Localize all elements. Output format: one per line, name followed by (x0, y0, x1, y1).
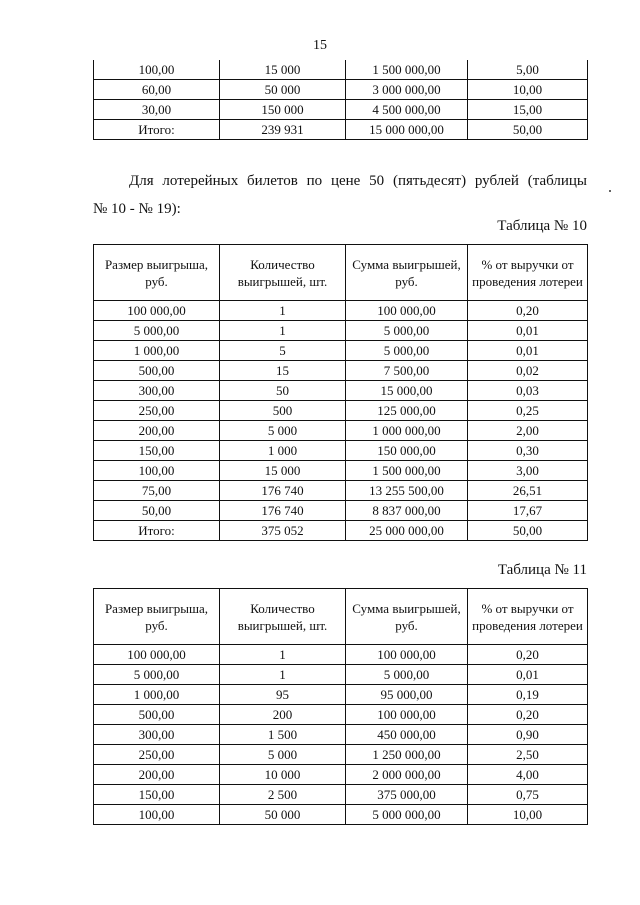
table-row (94, 521, 588, 541)
header-revenue-percent: % от выручки от проведения лотереи (468, 589, 588, 645)
cell-prize-size: 100 000,00 (94, 301, 220, 321)
cell-prize-size: Итого: (94, 521, 220, 541)
page-number: 15 (313, 38, 327, 53)
cell-revenue-percent: 0,19 (468, 685, 588, 705)
table-row (94, 80, 588, 100)
cell-prize-size: 50,00 (94, 501, 220, 521)
table-row (94, 341, 588, 361)
cell-prize-count: 1 (220, 665, 346, 685)
table-row (94, 645, 588, 665)
cell-revenue-percent: 0,02 (468, 361, 588, 381)
cell-prize-sum: 1 000 000,00 (346, 421, 468, 441)
prize-table-continued (93, 60, 588, 140)
cell-prize-count: 2 500 (220, 785, 346, 805)
cell-revenue-percent: 0,20 (468, 705, 588, 725)
prize-table-10 (93, 244, 588, 541)
cell-revenue-percent: 0,01 (468, 665, 588, 685)
cell-prize-count: 176 740 (220, 501, 346, 521)
cell-prize-sum: 5 000,00 (346, 321, 468, 341)
cell-prize-count: 95 (220, 685, 346, 705)
table-row (94, 361, 588, 381)
cell-prize-count: 239 931 (220, 120, 346, 140)
table-row (94, 481, 588, 501)
header-revenue-percent: % от выручки от проведения лотереи (468, 245, 588, 301)
table-header-row (94, 589, 588, 645)
cell-prize-size: 60,00 (94, 80, 220, 100)
table-11-caption: Таблица № 11 (497, 562, 587, 578)
table-row (94, 461, 588, 481)
cell-prize-size: 500,00 (94, 361, 220, 381)
cell-revenue-percent: 0,30 (468, 441, 588, 461)
table-10-caption: Таблица № 10 (497, 218, 587, 234)
scan-speck (609, 190, 611, 192)
cell-prize-sum: 7 500,00 (346, 361, 468, 381)
table-row (94, 765, 588, 785)
cell-prize-size: 100,00 (94, 60, 220, 80)
cell-prize-sum: 4 500 000,00 (346, 100, 468, 120)
cell-prize-count: 10 000 (220, 765, 346, 785)
table-row (94, 421, 588, 441)
cell-prize-count: 5 (220, 341, 346, 361)
cell-revenue-percent: 5,00 (468, 60, 588, 80)
cell-revenue-percent: 0,20 (468, 301, 588, 321)
cell-prize-count: 5 000 (220, 421, 346, 441)
cell-prize-size: 100 000,00 (94, 645, 220, 665)
prize-table-11 (93, 588, 588, 825)
cell-revenue-percent: 50,00 (468, 120, 588, 140)
cell-prize-size: 75,00 (94, 481, 220, 501)
header-prize-count: Количество выигрышей, шт. (220, 245, 346, 301)
cell-revenue-percent: 17,67 (468, 501, 588, 521)
cell-prize-sum: 15 000,00 (346, 381, 468, 401)
cell-prize-count: 176 740 (220, 481, 346, 501)
cell-prize-size: 200,00 (94, 421, 220, 441)
cell-revenue-percent: 4,00 (468, 765, 588, 785)
cell-revenue-percent: 2,00 (468, 421, 588, 441)
cell-prize-sum: 15 000 000,00 (346, 120, 468, 140)
table-row (94, 685, 588, 705)
header-prize-sum: Сумма выигрышей, руб. (346, 245, 468, 301)
cell-prize-sum: 150 000,00 (346, 441, 468, 461)
cell-prize-count: 500 (220, 401, 346, 421)
table-row (94, 120, 588, 140)
header-prize-sum: Сумма выигрышей, руб. (346, 589, 468, 645)
cell-prize-count: 150 000 (220, 100, 346, 120)
cell-prize-size: 30,00 (94, 100, 220, 120)
cell-prize-count: 375 052 (220, 521, 346, 541)
table-row (94, 60, 588, 80)
cell-revenue-percent: 0,01 (468, 341, 588, 361)
cell-prize-size: 250,00 (94, 745, 220, 765)
table-row (94, 501, 588, 521)
cell-revenue-percent: 0,25 (468, 401, 588, 421)
table-header-row (94, 245, 588, 301)
table-row (94, 805, 588, 825)
cell-prize-sum: 5 000,00 (346, 665, 468, 685)
intro-line-1: Для лотерейных билетов по цене 50 (пятьдесят) рублей (таблицы (129, 173, 587, 189)
table-row (94, 321, 588, 341)
cell-revenue-percent: 0,75 (468, 785, 588, 805)
table-row (94, 705, 588, 725)
cell-prize-sum: 5 000 000,00 (346, 805, 468, 825)
cell-prize-count: 15 000 (220, 60, 346, 80)
cell-prize-sum: 13 255 500,00 (346, 481, 468, 501)
cell-prize-count: 50 000 (220, 80, 346, 100)
table-row (94, 100, 588, 120)
cell-prize-count: 1 (220, 645, 346, 665)
cell-revenue-percent: 10,00 (468, 80, 588, 100)
table-row (94, 301, 588, 321)
table-row (94, 745, 588, 765)
cell-revenue-percent: 50,00 (468, 521, 588, 541)
cell-prize-sum: 2 000 000,00 (346, 765, 468, 785)
cell-revenue-percent: 26,51 (468, 481, 588, 501)
cell-prize-size: 5 000,00 (94, 665, 220, 685)
cell-prize-size: 150,00 (94, 785, 220, 805)
cell-revenue-percent: 3,00 (468, 461, 588, 481)
table-row (94, 441, 588, 461)
cell-revenue-percent: 15,00 (468, 100, 588, 120)
cell-prize-count: 1 500 (220, 725, 346, 745)
cell-prize-sum: 1 250 000,00 (346, 745, 468, 765)
cell-prize-count: 50 000 (220, 805, 346, 825)
cell-prize-count: 15 000 (220, 461, 346, 481)
table-row (94, 725, 588, 745)
cell-prize-sum: 1 500 000,00 (346, 60, 468, 80)
cell-prize-size: 100,00 (94, 461, 220, 481)
cell-revenue-percent: 2,50 (468, 745, 588, 765)
header-prize-size: Размер выигрыша, руб. (94, 589, 220, 645)
cell-prize-size: 250,00 (94, 401, 220, 421)
cell-prize-sum: 8 837 000,00 (346, 501, 468, 521)
cell-prize-size: Итого: (94, 120, 220, 140)
intro-line-2: № 10 - № 19): (93, 201, 181, 217)
header-prize-size: Размер выигрыша, руб. (94, 245, 220, 301)
cell-prize-sum: 375 000,00 (346, 785, 468, 805)
cell-prize-sum: 100 000,00 (346, 301, 468, 321)
cell-prize-count: 50 (220, 381, 346, 401)
cell-prize-size: 300,00 (94, 381, 220, 401)
cell-prize-sum: 1 500 000,00 (346, 461, 468, 481)
cell-prize-size: 500,00 (94, 705, 220, 725)
table-row (94, 785, 588, 805)
cell-prize-size: 150,00 (94, 441, 220, 461)
cell-prize-size: 1 000,00 (94, 341, 220, 361)
cell-revenue-percent: 0,90 (468, 725, 588, 745)
table-row (94, 665, 588, 685)
cell-prize-sum: 95 000,00 (346, 685, 468, 705)
cell-prize-count: 200 (220, 705, 346, 725)
cell-revenue-percent: 0,01 (468, 321, 588, 341)
cell-prize-size: 1 000,00 (94, 685, 220, 705)
cell-prize-count: 1 (220, 301, 346, 321)
cell-revenue-percent: 10,00 (468, 805, 588, 825)
cell-revenue-percent: 0,03 (468, 381, 588, 401)
cell-prize-count: 5 000 (220, 745, 346, 765)
cell-prize-count: 1 (220, 321, 346, 341)
cell-prize-size: 200,00 (94, 765, 220, 785)
cell-prize-count: 1 000 (220, 441, 346, 461)
cell-prize-sum: 100 000,00 (346, 705, 468, 725)
intro-paragraph (93, 167, 587, 223)
cell-prize-size: 5 000,00 (94, 321, 220, 341)
cell-prize-size: 100,00 (94, 805, 220, 825)
cell-prize-sum: 450 000,00 (346, 725, 468, 745)
cell-prize-size: 300,00 (94, 725, 220, 745)
cell-prize-sum: 100 000,00 (346, 645, 468, 665)
table-row (94, 381, 588, 401)
cell-prize-sum: 3 000 000,00 (346, 80, 468, 100)
table-row (94, 401, 588, 421)
cell-revenue-percent: 0,20 (468, 645, 588, 665)
header-prize-count: Количество выигрышей, шт. (220, 589, 346, 645)
cell-prize-sum: 125 000,00 (346, 401, 468, 421)
cell-prize-count: 15 (220, 361, 346, 381)
cell-prize-sum: 25 000 000,00 (346, 521, 468, 541)
cell-prize-sum: 5 000,00 (346, 341, 468, 361)
